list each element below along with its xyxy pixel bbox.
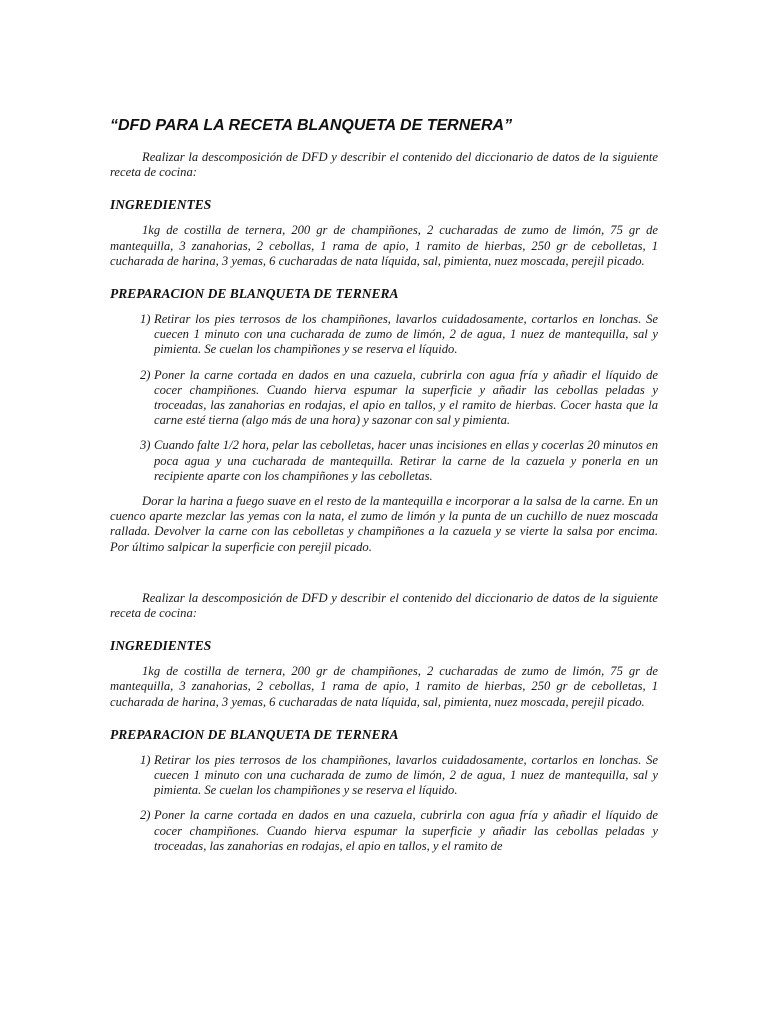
preparation-heading: PREPARACION DE BLANQUETA DE TERNERA — [110, 726, 399, 742]
step-text: Cuando falte 1/2 hora, pelar las cebolletas, hacer unas incisiones en ellas y cocerlas 20 minutos en poca agua y una cucharada de mantequilla. Retirar la carne de la cazuela y ponerla en un recipiente aparte con los champiñones y las cebolletas. — [154, 438, 658, 483]
step-text: Retirar los pies terrosos de los champiñones, lavarlos cuidadosamente, cortarlos en lonchas. Se cuecen 1 minuto con una cucharada de zumo de limón, 2 de agua, 1 nuez de mantequilla, sal y pimienta. Se cuelan los champiñones y se reserva el líquido. — [154, 752, 658, 798]
step-item — [110, 368, 658, 429]
step-text: Poner la carne cortada en dados en una cazuela, cubrirla con agua fría y añadir el líquido de cocer champiñones. Cuando hierva espumar la superficie y añadir las cebollas peladas y troceadas, las zanahorias en rodajas, el apio en tallos, y el ramito de — [154, 808, 658, 853]
step-text: Poner la carne cortada en dados en una cazuela, cubrirla con agua fría y añadir el líquido de cocer champiñones. Cuando hierva espumar la superficie y añadir las cebollas peladas y troceadas, las zanahorias en rodajas, el apio en tallos, y el ramito de hierbas. Cocer hasta que la carne esté tierna (algo más de una hora) y sazonar con sal y pimienta. — [154, 367, 658, 428]
step-text: Retirar los pies terrosos de los champiñones, lavarlos cuidadosamente, cortarlos en lonchas. Se cuecen 1 minuto con una cucharada de zumo de limón, 2 de agua, 1 nuez de mantequilla, sal y pimienta. Se cuelan los champiñones y se reserva el líquido. — [154, 312, 658, 357]
step-item — [110, 753, 658, 799]
closing-paragraph: Dorar la harina a fuego suave en el resto de la mantequilla e incorporar a la salsa de la carne. En un cuenco aparte mezclar las yemas con la nata, el zumo de limón y la punta de un cuchillo de nuez moscada rallada. Devolver la carne con las cebolletas y champiñones a la cazuela y se vierte la salsa por encima. Por último salpicar la superficie con perejil picado. — [110, 494, 658, 554]
step-number: 3) — [140, 438, 151, 453]
ingredients-heading: INGREDIENTES — [110, 638, 212, 654]
ingredients-paragraph: 1kg de costilla de ternera, 200 gr de champiñones, 2 cucharadas de zumo de limón, 75 gr de mantequilla, 3 zanahorias, 2 cebollas, 1 rama de apio, 1 ramito de hierbas, 250 gr de cebolletas, 1 cucharada de harina, 3 yemas, 6 cucharadas de nata líquida, sal, pimienta, nuez moscada, perejil picado. — [110, 664, 658, 709]
step-item — [110, 312, 658, 358]
ingredients-paragraph: 1kg de costilla de ternera, 200 gr de champiñones, 2 cucharadas de zumo de limón, 75 gr de mantequilla, 3 zanahorias, 2 cebollas, 1 rama de apio, 1 ramito de hierbas, 250 gr de cebolletas, 1 cucharada de harina, 3 yemas, 6 cucharadas de nata líquida, sal, pimienta, nuez moscada, perejil picado. — [110, 223, 658, 268]
step-item — [110, 438, 658, 484]
document-content — [110, 116, 658, 854]
intro-paragraph: Realizar la descomposición de DFD y describir el contenido del diccionario de datos de la siguiente receta de cocina: — [110, 590, 658, 621]
step-number: 1) — [140, 752, 151, 767]
ingredients-heading: INGREDIENTES — [110, 197, 212, 213]
step-item — [110, 808, 658, 854]
preparation-steps — [110, 312, 658, 484]
step-number: 1) — [140, 312, 151, 327]
intro-paragraph: Realizar la descomposición de DFD y describir el contenido del diccionario de datos de la siguiente receta de cocina: — [110, 150, 658, 180]
document-title: “DFD PARA LA RECETA BLANQUETA DE TERNERA” — [110, 117, 513, 134]
preparation-steps — [110, 753, 658, 854]
step-number: 2) — [140, 808, 151, 823]
preparation-heading: PREPARACION DE BLANQUETA DE TERNERA — [110, 286, 399, 302]
step-number: 2) — [140, 367, 151, 382]
